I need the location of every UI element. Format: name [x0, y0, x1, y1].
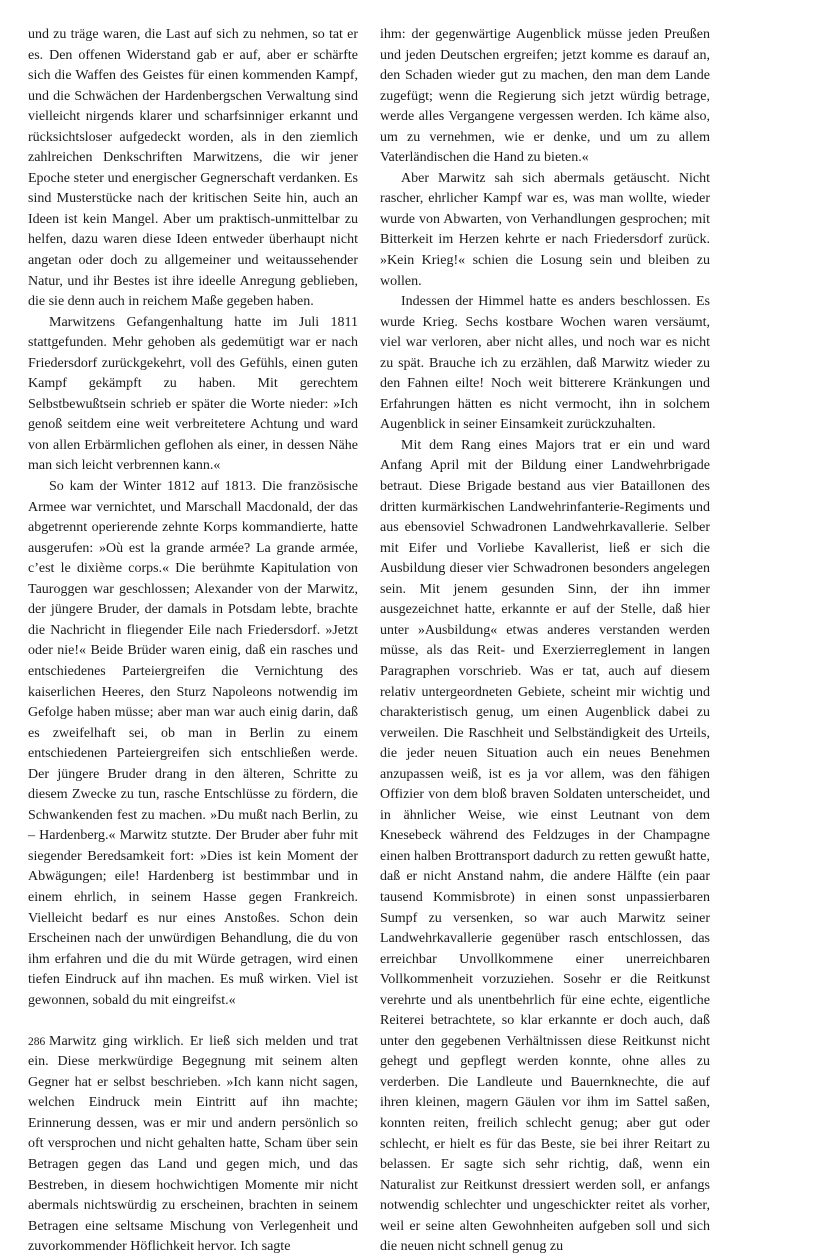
left-column [28, 25, 358, 1258]
paragraph: Aber Marwitz sah sich abermals getäuscht. Nicht rascher, ehrlicher Kampf war es, was man wollte, wieder wurde von Abwarten, von Verhandlungen gesprochen; mit Bitterkeit im Herzen kehrte er nach Friedersdorf zurück. »Kein Krieg!« schien die Losung sein und bleiben zu wollen. [380, 170, 710, 289]
paragraph: Indessen der Himmel hatte es anders beschlossen. Es wurde Krieg. Sechs kostbare Wochen waren versäumt, viel war verloren, aber nicht alles, und noch war es nicht zu spät. Brauche ich zu erzählen, daß Marwitz wieder zu den Fahnen eilte! Noch weit bitterere Kränkungen und Erfahrungen hätten es nicht vermocht, ihn in solchem Augenblick in seiner Einsamkeit zurückzuhalten. [380, 294, 710, 433]
paragraph: Mit dem Rang eines Majors trat er ein und ward Anfang April mit der Bildung einer Landwehrbrigade betraut. Diese Brigade bestand aus vier Bataillonen des dritten kurmärkischen Landwehrinfanterie-Regiments und aus ebensoviel Schwadronen Landwehrkavallerie. Selber mit Eifer und Vorliebe Kavallerist, ließ er sich die Ausbildung dieser vier Schwadronen besonders angelegen sein. Mit jenem gesunden Sinn, der ihn immer ausgezeichnet hatte, erkannte er auf der Stelle, daß hier unter »Ausbildung« etwas anderes verstanden werden müsse, als das Reit- und Exerzierreglement in langen Paragraphen vorschrieb. Was er tat, auch auf diesem relativ untergeordneten Gebiete, scheint mir wichtig und charakteristisch genug, um einen Augenblick dabei zu verweilen. Die Raschheit und Selbständigkeit des Urteils, die jeder neuen Situation auch ein neues Benehmen anzupassen weiß, ist es ja vor allem, was den fähigen Offizier von dem bloß braven Soldaten unterscheidet, und in ähnlicher Weise, wie einst Leutnant von dem Knesebeck während des Feldzuges in der Champagne einen halben Brottransport dadurch zu retten gewußt hatte, daß er nicht Anstand nahm, die andere Hälfte (ein paar tausend Kommisbrote) in einen sonst unpassierbaren Sumpf zu versenken, so war auch Marwitz seiner Landwehrkavallerie gegenüber rasch entschlossen, das erreichbar Unvollkommene einer unerreichbaren Vollkommenheit vorzuziehen. Sosehr er die Reitkunst verehrte und als unentbehrlich für eine echte, eigentliche Reiterei betrachtete, so klar erkannte er doch auch, daß unter den gegebenen Verhältnissen diese Reitkunst nicht gehegt und gepflegt werden konnte, ohne alles zu verderben. Die Landleute und Bauernknechte, die auf ihren kleinen, magern Gäulen vor ihm im Sattel saßen, konnten reiten, freilich schlecht genug; aber gut oder schlecht, er hielt es für das Beste, sie bei ihrer Reitart zu belassen. Er sagte sich sehr richtig, daß, wenn ein Naturalist zur Reitkunst dressiert werden soll, er anfangs notwendig schlechter und ungeschickter reitet als vorher, weil er seine alten Gewohnheiten aufgeben soll und sich die neuen nicht schnell genug zu [380, 437, 710, 1255]
paragraph: und zu träge waren, die Last auf sich zu nehmen, so tat er es. Den offenen Widerstand gab er auf, aber er schärfte sich die Waffen des Geistes für einen kommenden Kampf, und die Schwächen der Hardenbergschen Verwaltung sind vielleicht nirgends klarer und scharfsinniger erkannt und rücksichtsloser aufgedeckt worden, als in den ziemlich zahlreichen Denkschriften Marwitzens, die wir jener Epoche steter und energischer Gegnerschaft verdanken. Es sind Musterstücke nach der kritischen Seite hin, auch an Ideen ist kein Mangel. Aber um praktisch-unmittelbar zu helfen, dazu waren diese Ideen entweder überhaupt nicht angetan oder doch zu allgemeiner und weitaussehender Natur, und ihr Bestes ist ihre ideelle Anregung geblieben, die sie denn auch in reichem Maße gegeben haben. [28, 27, 358, 310]
page-number: 286 [28, 1036, 46, 1048]
paragraph: Marwitz ging wirklich. Er ließ sich melden und trat ein. Diese merkwürdige Begegnung mit seinem alten Gegner hat er selbst beschrieben. »Ich kann nicht sagen, welchen Eindruck mein Eintritt auf ihn machte; Erinnerung dessen, was er mir und andern persönlich so oft versprochen und nicht gehalten hatte, Scham über sein Betragen gegen das Land und gegen mich, und das Bestreben, in diesem hochwichtigen Momente mir nicht abermals nichtswürdig zu erscheinen, brachten in seinem Betragen eine seltsame Mischung von Verlegenheit und zuvorkommender Höflichkeit hervor. Ich sagte [28, 1033, 358, 1255]
paragraph: ihm: der gegenwärtige Augenblick müsse jeden Preußen und jeden Deutschen ergreifen; jetzt komme es darauf an, den Schaden wieder gut zu machen, den man dem Lande zugefügt; wenn die Regierung sich jetzt würdig betrage, werde alles Vergangene vergessen werden. Ich käme also, um zu vernehmen, wie er denke, und um zu allem Vaterländischen die Hand zu bieten.« [380, 27, 710, 166]
paragraph: Marwitzens Gefangenhaltung hatte im Juli 1811 stattgefunden. Mehr gehoben als gedemütigt war er nach Friedersdorf zurückgekehrt, voll des Gefühls, einen guten Kampf gekämpft zu haben. Mit gerechtem Selbstbewußtsein schrieb er später die Worte nieder: »Ich genoß seitdem eine weit verbreitetere Achtung und ward von allen Erbärmlichen geflohen als einer, in dessen Nähe man sich leicht verbrennen kann.« [28, 314, 358, 474]
right-column [380, 25, 710, 1258]
paragraph: So kam der Winter 1812 auf 1813. Die französische Armee war vernichtet, und Marschall Macdonald, der das abgetrennt operierende zehnte Korps kommandierte, hatte ausgerufen: »Où est la grande armée? La grande armée, c’est le dixième corps.« Die berühmte Kapitulation von Tauroggen war geschlossen; Alexander von der Marwitz, der jüngere Bruder, der damals in Potsdam lebte, brachte die Nachricht in fliegender Eile nach Friedersdorf. »Jetzt oder nie!« Beide Brüder waren einig, daß ein rasches und entschiedenes Parteiergreifen die Vernichtung des kaiserlichen Heeres, den Sturz Napoleons notwendig im Gefolge haben müsse; aber man war auch einig darin, daß es zweifelhaft sei, ob man in Berlin zu einem entschiedenen Parteiergreifen sich entschließen werde. Der jüngere Bruder drang in den älteren, Schritte zu diesem Zwecke zu tun, rasche Entschlüsse zu fördern, die Schwankenden fest zu machen. »Du mußt nach Berlin, zu – Hardenberg.« Marwitz stutzte. Der Bruder aber fuhr mit siegender Beredsamkeit fort: »Dies ist kein Moment der Abwägungen; eile! Hardenberg ist bestimmbar und in einem ehrlich, in seinem Hasse gegen Frankreich. Vielleicht bedarf es nur eines Anstoßes. Schon dein Erscheinen nach der unwürdigen Behandlung, die du von ihm erfahren und die du mit Würde getragen, wird einen tiefen Eindruck auf ihn machen. Es muß wirken. Viel ist gewonnen, sobald du mit eingreifst.« [28, 479, 358, 1008]
